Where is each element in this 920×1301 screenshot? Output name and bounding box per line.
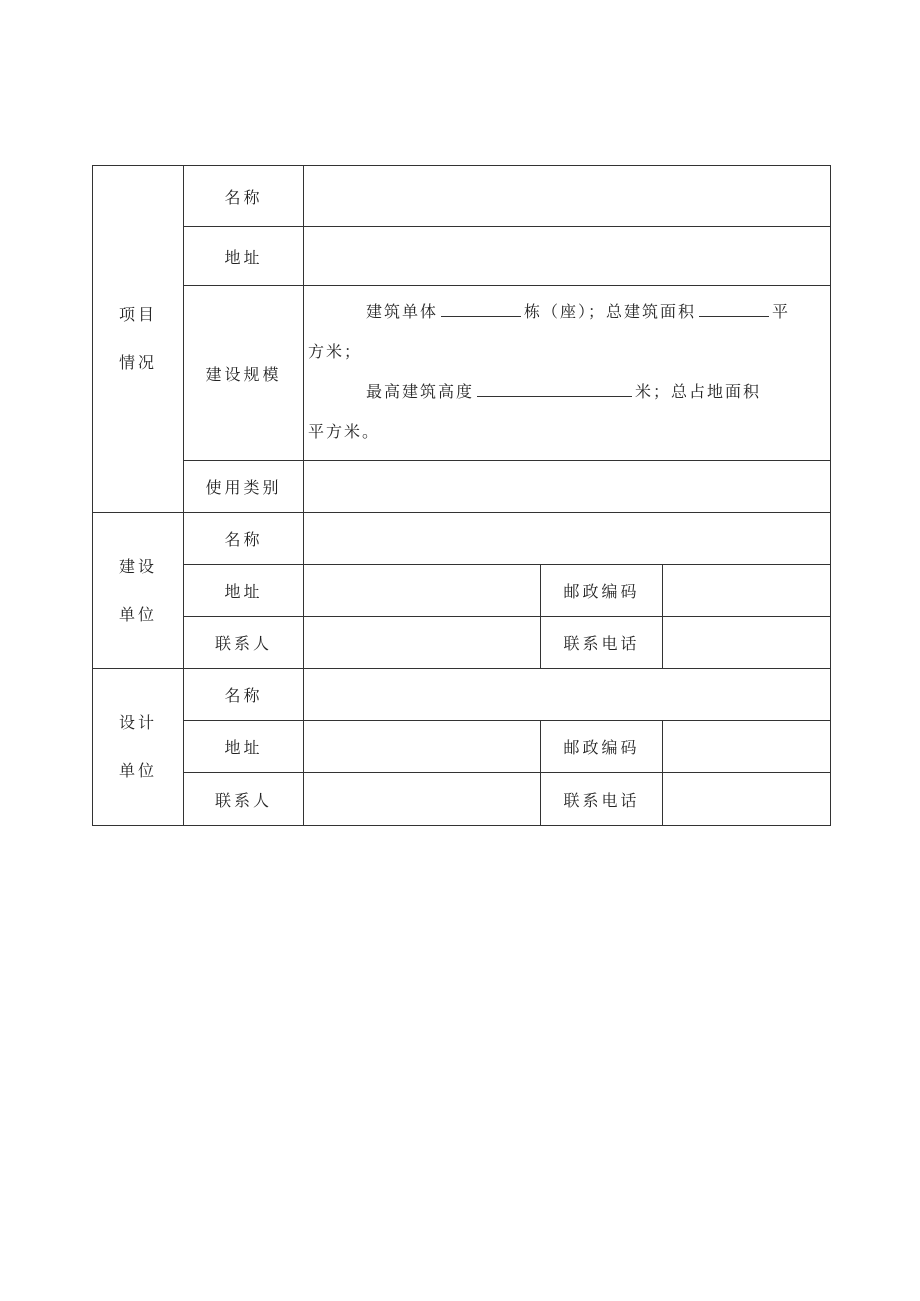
construction-phone-field[interactable] <box>663 617 831 669</box>
design-group-label-line2: 单位 <box>118 761 157 780</box>
project-address-field[interactable] <box>304 227 831 286</box>
construction-name-row <box>93 513 831 565</box>
design-address-row <box>93 721 831 773</box>
design-contact-label: 联系人 <box>184 773 304 826</box>
registration-form-table <box>92 165 831 826</box>
construction-phone-label: 联系电话 <box>541 617 663 669</box>
project-usage-label: 使用类别 <box>184 461 304 513</box>
construction-group-label-line1: 建设 <box>118 556 157 576</box>
sqm-label-1a: 平 <box>772 302 791 321</box>
project-name-field[interactable] <box>304 166 831 227</box>
total-area-blank[interactable] <box>699 300 769 317</box>
project-group-label-line1: 项目 <box>118 305 157 324</box>
design-group-label <box>93 669 184 826</box>
project-scale-label: 建设规模 <box>184 286 304 461</box>
sqm-label-2: 平方米。 <box>308 422 381 441</box>
design-name-field[interactable] <box>304 669 831 721</box>
design-group-label-line1: 设计 <box>118 713 157 732</box>
max-height-label: 最高建筑高度 <box>366 382 475 401</box>
construction-address-label: 地址 <box>184 565 304 617</box>
design-contact-field[interactable] <box>304 773 541 826</box>
building-count-blank[interactable] <box>441 300 521 317</box>
project-usage-field[interactable] <box>304 461 831 513</box>
project-group-label <box>93 166 184 513</box>
construction-group-label <box>93 513 184 669</box>
construction-contact-row <box>93 617 831 669</box>
construction-contact-label: 联系人 <box>184 617 304 669</box>
design-address-label: 地址 <box>184 721 304 773</box>
construction-name-label: 名称 <box>184 513 304 565</box>
design-postcode-field[interactable] <box>663 721 831 773</box>
construction-name-field[interactable] <box>304 513 831 565</box>
max-height-blank[interactable] <box>477 380 632 397</box>
project-scale-field[interactable] <box>304 286 831 461</box>
project-address-label: 地址 <box>184 227 304 286</box>
design-name-label: 名称 <box>184 669 304 721</box>
project-scale-row <box>93 286 831 461</box>
project-scale-text <box>304 286 830 460</box>
construction-address-field[interactable] <box>304 565 541 617</box>
design-postcode-label: 邮政编码 <box>541 721 663 773</box>
project-address-row <box>93 227 831 286</box>
design-contact-row <box>93 773 831 826</box>
meter-total-land-label: 米；总占地面积 <box>635 382 762 401</box>
construction-postcode-field[interactable] <box>663 565 831 617</box>
project-usage-row <box>93 461 831 513</box>
project-name-row <box>93 166 831 227</box>
project-group-label-line2: 情况 <box>118 353 157 372</box>
construction-group-label-line2: 单位 <box>118 604 157 624</box>
construction-address-row <box>93 565 831 617</box>
single-building-label: 建筑单体 <box>366 302 439 321</box>
project-name-label: 名称 <box>184 166 304 227</box>
design-address-field[interactable] <box>304 721 541 773</box>
design-name-row <box>93 669 831 721</box>
design-phone-label: 联系电话 <box>541 773 663 826</box>
design-phone-field[interactable] <box>663 773 831 826</box>
construction-postcode-label: 邮政编码 <box>541 565 663 617</box>
building-unit-label: 栋（座）；总建筑面积 <box>524 302 697 321</box>
sqm-label-1b: 方米； <box>308 342 363 361</box>
construction-contact-field[interactable] <box>304 617 541 669</box>
